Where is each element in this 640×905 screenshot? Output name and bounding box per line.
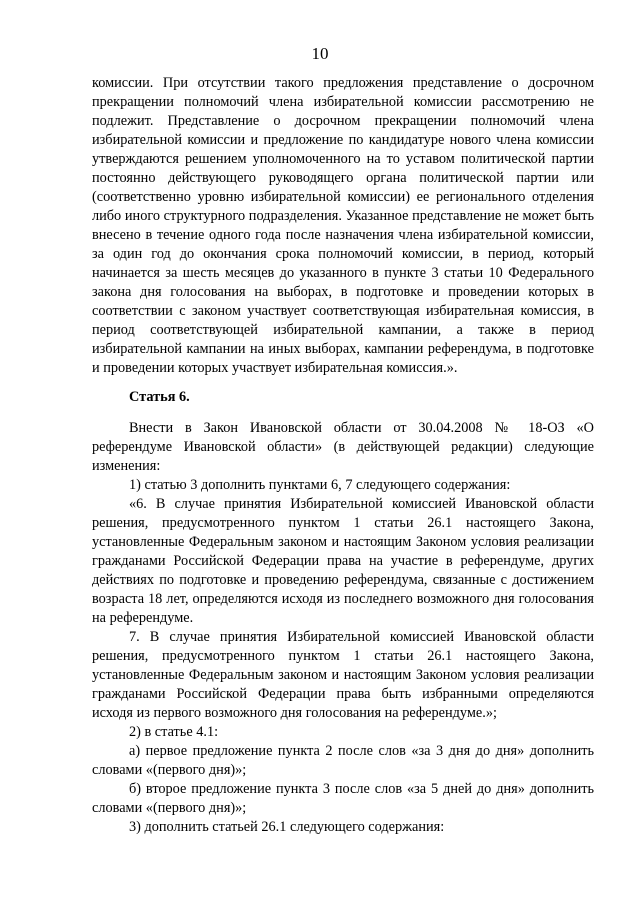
page-number: 10 [311,44,329,63]
quoted-point-6: «6. В случае принятия Избирательной комиссией Ивановской области решения, предусмотренного пунктом 1 статьи 26.1 настоящего Закона, установленные Федеральным законом и настоящим Законом условия реализации гражданами Российской Федерации права на участие в референдуме, других действиях по подготовке и проведению референдума, связанные с достижением возраста 18 лет, определяются исходя из последнего возможного дня голосования на референдуме. [92,496,594,626]
quoted-point-7: 7. В случае принятия Избирательной комиссией Ивановской области решения, предусмотренного пунктом 1 статьи 26.1 настоящего Закона, установленные Федеральным законом и настоящим Законом условия реализации гражданами Российской Федерации права быть избранными определяются исходя из первого возможного дня голосования на референдуме.»; [92,629,594,721]
list-item-2a: а) первое предложение пункта 2 после слов «за 3 дня до дня» дополнить словами «(первого дня)»; [92,743,594,778]
list-item-1: 1) статью 3 дополнить пунктами 6, 7 следующего содержания: [129,477,511,493]
article-heading: Статья 6. [129,389,190,405]
list-item-2: 2) в статье 4.1: [129,724,219,740]
document-body [92,74,594,837]
paragraph-continuation: комиссии. При отсутствии такого предложения представление о досрочном прекращении полномочий члена избирательной комиссии рассмотрению не подлежит. Представление о досрочном прекращении полномочий члена избирательной комиссии и предложение по кандидатуре нового члена комиссии утверждаются решением уполномоченного на то уставом политической партии постоянно действующего руководящего органа политической партии или (соответственно уровню избирательной комиссии) ее регионального отделения либо иного структурного подразделения. Указанное представление не может быть внесено в течение одного года после назначения члена избирательной комиссии, за один год до окончания срока полномочий комиссии, в период, который начинается за шесть месяцев до указанного в пункте 3 статьи 10 Федерального закона дня голосования на выборах, в подготовке и проведении которых в соответствии с законом участвует соответствующая избирательная комиссия, в период соответствующей избирательной кампании, а также в период избирательной кампании на иных выборах, кампании референдума, в подготовке и проведении которых участвует избирательная комиссия.». [92,75,594,376]
list-item-3: 3) дополнить статьей 26.1 следующего содержания: [129,819,445,835]
article-intro: Внести в Закон Ивановской области от 30.04.2008 № 18-ОЗ «О референдуме Ивановской области» (в действующей редакции) следующие изменения: [92,420,594,474]
list-item-2b: б) второе предложение пункта 3 после слов «за 5 дней до дня» дополнить словами «(первого дня)»; [92,781,594,816]
